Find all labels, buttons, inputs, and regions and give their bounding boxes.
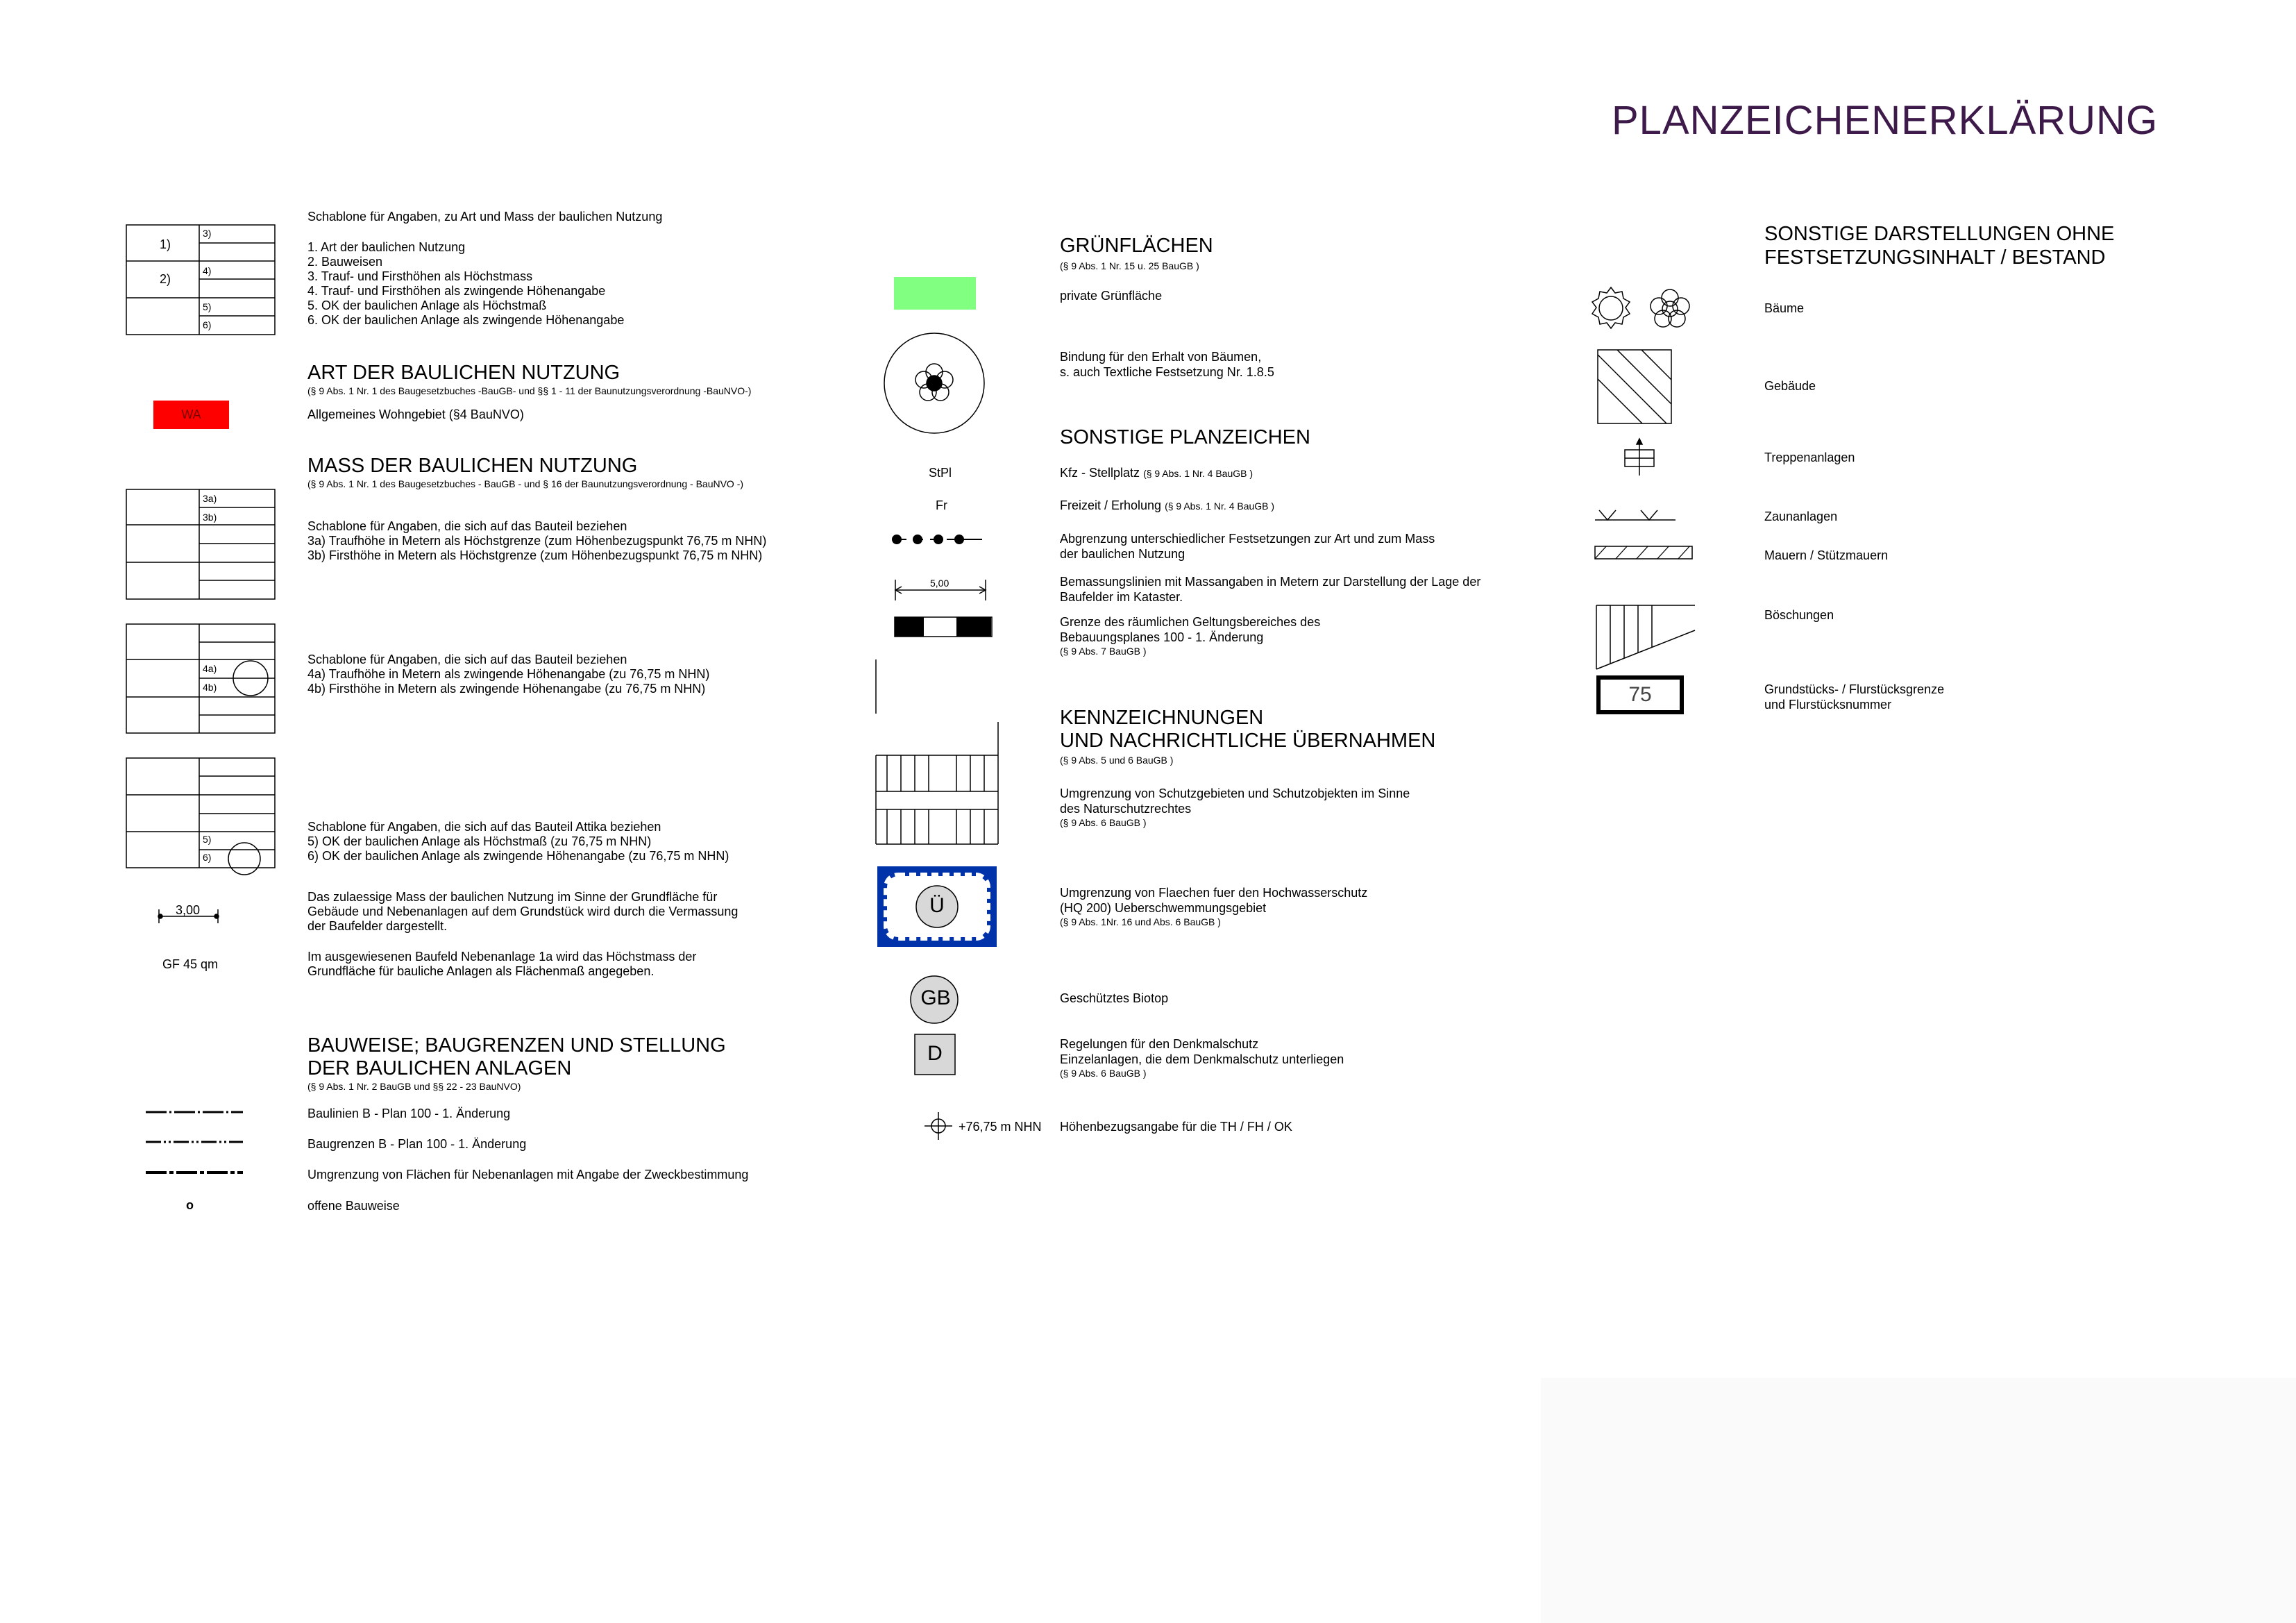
schablone-5-text: 6) OK der baulichen Anlage als zwingende Höhenangabe (zu 76,75 m NHN): [307, 849, 729, 863]
treppe-icon: [1623, 437, 1657, 479]
hoehenbezug-icon: [923, 1111, 954, 1141]
kenn-heading: KENNZEICHNUNGEN: [1060, 707, 1264, 729]
schablone-3-text: 3a) Traufhöhe in Metern als Höchstgrenze (zum Höhenbezugspunkt 76,75 m NHN): [307, 534, 767, 548]
baugrenzen-text: Baugrenzen B - Plan 100 - 1. Änderung: [307, 1137, 527, 1151]
art-ref: (§ 9 Abs. 1 Nr. 1 des Baugesetzbuches -BauGB- und §§ 1 - 11 der Baunutzungsverordnung -BauNVO-): [307, 385, 752, 396]
schutzgebiet-text: des Naturschutzrechtes: [1060, 802, 1192, 816]
bauweise-ref: (§ 9 Abs. 1 Nr. 2 BauGB und §§ 22 - 23 BauNVO): [307, 1081, 521, 1092]
abgrenzung-text: der baulichen Nutzung: [1060, 547, 1185, 561]
bindung-text: Bindung für den Erhalt von Bäumen,: [1060, 350, 1262, 364]
schutzgebiet-symbol: [875, 658, 999, 846]
hoehenbezug-text: Höhenbezugsangabe für die TH / FH / OK: [1060, 1120, 1292, 1134]
bemassung-label: 5,00: [930, 578, 949, 589]
schablone-item: 3. Trauf- und Firsthöhen als Höchstmass: [307, 269, 533, 283]
mass-heading: MASS DER BAULICHEN NUTZUNG: [307, 455, 638, 477]
schablone-heading: Schablone für Angaben, zu Art und Mass der baulichen Nutzung: [307, 210, 663, 224]
baeume-text: Bäume: [1764, 301, 1805, 315]
kenn-ref: (§ 9 Abs. 5 und 6 BauGB ): [1060, 755, 1174, 766]
page-title: PLANZEICHENERKLÄRUNG: [1612, 98, 2159, 143]
bauweise-heading: DER BAULICHEN ANLAGEN: [307, 1057, 572, 1079]
abgrenzung-symbol: [888, 529, 986, 550]
schablone-3-text: Schablone für Angaben, die sich auf das Bauteil beziehen: [307, 519, 627, 533]
schablone-5-text: 5) OK der baulichen Anlage als Höchstmaß (zu 76,75 m NHN): [307, 834, 652, 848]
schablone-5-cell: 6): [203, 852, 212, 863]
bemassung-text: Bemassungslinien mit Massangaben in Metern zur Darstellung der Lage der: [1060, 575, 1481, 589]
baum-erhalt-icon: [881, 330, 987, 436]
hochwasser-label: Ü: [929, 894, 945, 917]
hochwasser-ref: (§ 9 Abs. 1Nr. 16 und Abs. 6 BauGB ): [1060, 916, 1221, 927]
gebaeude-text: Gebäude: [1764, 379, 1816, 393]
flurstueck-text: und Flurstücksnummer: [1764, 698, 1892, 712]
geltungsbereich-text: Bebauungsplanes 100 - 1. Änderung: [1060, 630, 1264, 644]
zaun-text: Zaunanlagen: [1764, 510, 1838, 523]
schablone-4-table: [125, 623, 278, 737]
baulinien-text: Baulinien B - Plan 100 - 1. Änderung: [307, 1107, 511, 1120]
geltungsbereich-text: Grenze des räumlichen Geltungsbereiches des: [1060, 615, 1321, 629]
dimension-text: Das zulaessige Mass der baulichen Nutzung im Sinne der Grundfläche für: [307, 890, 718, 904]
denkmal-text: Regelungen für den Denkmalschutz: [1060, 1037, 1259, 1051]
col3-heading: SONSTIGE DARSTELLUNGEN OHNE: [1764, 223, 2115, 245]
col3-heading: FESTSETZUNGSINHALT / BESTAND: [1764, 246, 2106, 269]
schablone-item: 4. Trauf- und Firsthöhen als zwingende Höhenangabe: [307, 284, 606, 298]
mass-ref: (§ 9 Abs. 1 Nr. 1 des Baugesetzbuches - BauGB - und § 16 der Baunutzungsverordnung - BauNVO -): [307, 478, 744, 489]
schablone-5-text: Schablone für Angaben, die sich auf das Bauteil Attika beziehen: [307, 820, 661, 834]
bemassung-text: Baufelder im Kataster.: [1060, 590, 1183, 604]
gebaeude-icon: [1596, 348, 1674, 426]
dimension-text: Gebäude und Nebenanlagen auf dem Grundstück wird durch die Vermassung: [307, 905, 738, 918]
hochwasser-text: Umgrenzung von Flaechen fuer den Hochwasserschutz: [1060, 886, 1368, 900]
bindung-text: s. auch Textliche Festsetzung Nr. 1.8.5: [1060, 365, 1274, 379]
fr-text: Freizeit / Erholung (§ 9 Abs. 1 Nr. 4 BauGB ): [1060, 498, 1275, 512]
nebenanlagen-text: Umgrenzung von Flächen für Nebenanlagen mit Angabe der Zweckbestimmung: [307, 1168, 749, 1181]
schutzgebiet-text: Umgrenzung von Schutzgebieten und Schutzobjekten im Sinne: [1060, 787, 1410, 800]
schablone-3-text: 3b) Firsthöhe in Metern als Höchstgrenze (zum Höhenbezugspunkt 76,75 m NHN): [307, 548, 763, 562]
background-panel: [1541, 1378, 2296, 1623]
schablone-cell-6: 6): [203, 319, 212, 330]
stpl-label: StPl: [929, 466, 952, 480]
schablone-5-table: [125, 757, 278, 878]
schablone-4-cell: 4b): [203, 682, 217, 693]
abgrenzung-text: Abgrenzung unterschiedlicher Festsetzungen zur Art und zum Mass: [1060, 532, 1435, 546]
dimension-text: der Baufelder dargestellt.: [307, 919, 448, 933]
schablone-cell-3: 3): [203, 228, 212, 239]
baeume-icon: [1586, 283, 1697, 333]
wa-text: Allgemeines Wohngebiet (§4 BauNVO): [307, 407, 524, 421]
biotop-text: Geschütztes Biotop: [1060, 991, 1169, 1005]
bauweise-heading: BAUWEISE; BAUGRENZEN UND STELLUNG: [307, 1034, 726, 1057]
boeschung-icon: [1594, 603, 1698, 672]
art-heading: ART DER BAULICHEN NUTZUNG: [307, 362, 621, 384]
schablone-4-text: 4a) Traufhöhe in Metern als zwingende Höhenangabe (zu 76,75 m NHN): [307, 667, 710, 681]
flurstueck-number: 75: [1600, 679, 1680, 711]
wa-symbol: WA: [153, 401, 229, 429]
geltungsbereich-symbol: [894, 616, 993, 637]
geltungsbereich-ref: (§ 9 Abs. 7 BauGB ): [1060, 646, 1147, 657]
mauer-text: Mauern / Stützmauern: [1764, 548, 1889, 562]
gruen-ref: (§ 9 Abs. 1 Nr. 15 u. 25 BauGB ): [1060, 260, 1199, 271]
schablone-4-cell: 4a): [203, 663, 217, 674]
schablone-5-cell: 5): [203, 834, 212, 845]
schablone-item: 5. OK der baulichen Anlage als Höchstmaß: [307, 298, 547, 312]
hochwasser-text: (HQ 200) Ueberschwemmungsgebiet: [1060, 901, 1267, 915]
hoehenbezug-label: +76,75 m NHN: [959, 1120, 1042, 1134]
kenn-heading: UND NACHRICHTLICHE ÜBERNAHMEN: [1060, 730, 1436, 752]
dimension-label: 3,00: [176, 903, 201, 917]
schablone-cell-2: 2): [160, 272, 171, 286]
fr-label: Fr: [936, 498, 947, 512]
biotop-label: GB: [920, 986, 951, 1009]
offene-bauweise-symbol: o: [186, 1198, 194, 1212]
private-gruenflaeche-text: private Grünfläche: [1060, 289, 1163, 303]
schablone-item: 6. OK der baulichen Anlage als zwingende Höhenangabe: [307, 313, 625, 327]
schablone-4-text: 4b) Firsthöhe in Metern als zwingende Höhenangabe (zu 76,75 m NHN): [307, 682, 706, 696]
denkmal-text: Einzelanlagen, die dem Denkmalschutz unterliegen: [1060, 1052, 1344, 1066]
denkmal-label: D: [927, 1042, 943, 1065]
schablone-4-text: Schablone für Angaben, die sich auf das Bauteil beziehen: [307, 653, 627, 666]
schablone-3-table: [125, 488, 278, 603]
schablone-item: 2. Bauweisen: [307, 255, 383, 269]
stpl-text: Kfz - Stellplatz (§ 9 Abs. 1 Nr. 4 BauGB ): [1060, 466, 1253, 480]
treppe-text: Treppenanlagen: [1764, 451, 1855, 464]
gf-text: Im ausgewiesenen Baufeld Nebenanlage 1a wird das Höchstmass der: [307, 950, 697, 964]
schablone-main-table: [125, 224, 278, 338]
schablone-3-cell: 3b): [203, 512, 217, 523]
boeschung-text: Böschungen: [1764, 608, 1834, 622]
gruen-heading: GRÜNFLÄCHEN: [1060, 235, 1213, 257]
sonstige-heading: SONSTIGE PLANZEICHEN: [1060, 426, 1310, 448]
bauweise-line-symbols: [142, 1105, 246, 1188]
zaun-icon: [1594, 503, 1677, 524]
schablone-cell-5: 5): [203, 301, 212, 312]
schablone-cell-4: 4): [203, 265, 212, 276]
flurstueck-symbol: [1596, 675, 1684, 714]
private-gruenflaeche-symbol: [894, 277, 976, 310]
mauer-icon: [1594, 545, 1694, 562]
offene-bauweise-text: offene Bauweise: [307, 1199, 400, 1213]
flurstueck-text: Grundstücks- / Flurstücksgrenze: [1764, 682, 1945, 696]
schablone-3-cell: 3a): [203, 493, 217, 504]
schablone-item: 1. Art der baulichen Nutzung: [307, 240, 466, 254]
gf-text: Grundfläche für bauliche Anlagen als Flächenmaß angegeben.: [307, 964, 655, 978]
denkmal-ref: (§ 9 Abs. 6 BauGB ): [1060, 1068, 1147, 1079]
gf-label: GF 45 qm: [162, 957, 219, 971]
schablone-cell-1: 1): [160, 237, 171, 251]
schutzgebiet-ref: (§ 9 Abs. 6 BauGB ): [1060, 817, 1147, 828]
